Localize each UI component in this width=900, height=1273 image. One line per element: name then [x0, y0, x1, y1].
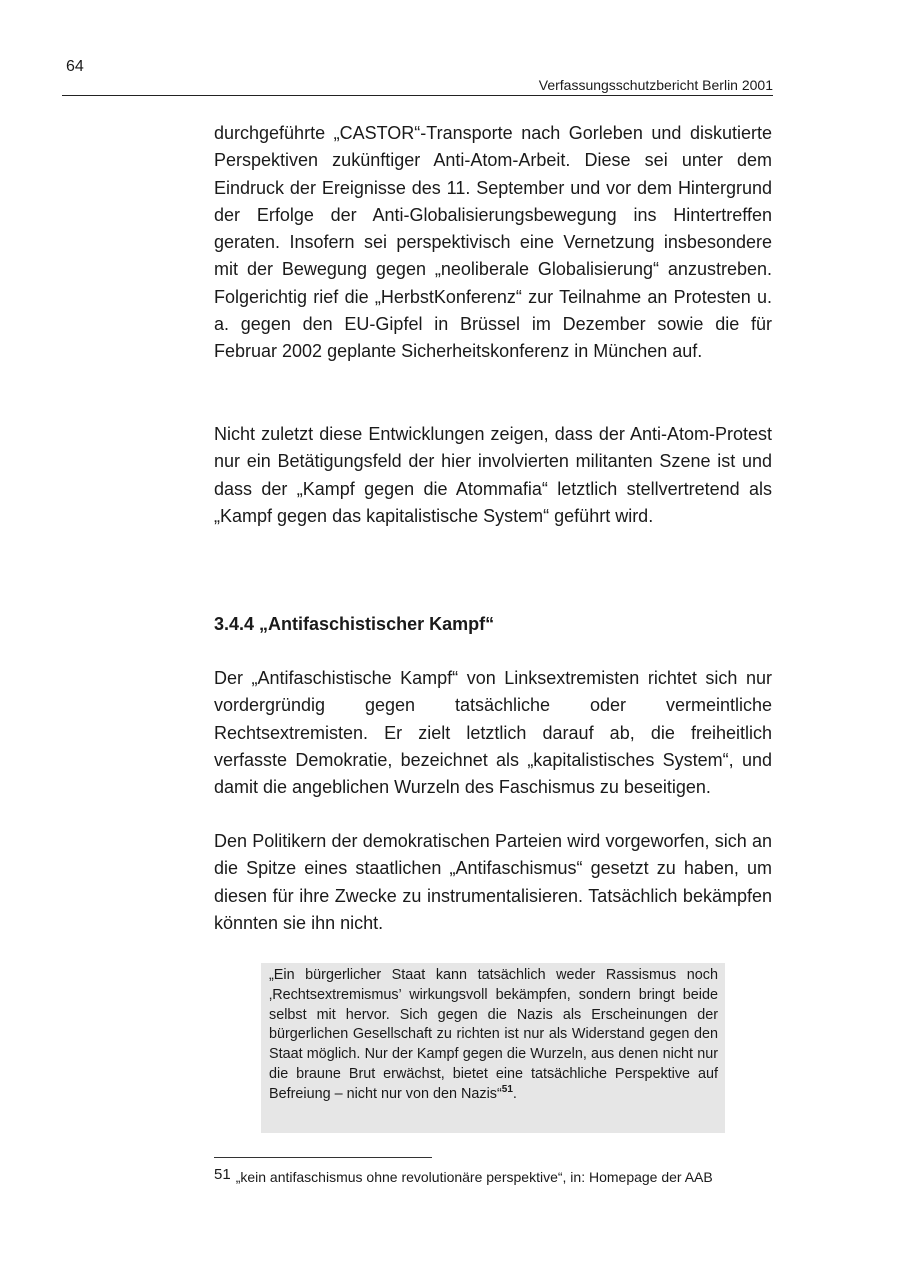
- footnote-rule: [214, 1157, 432, 1158]
- running-header: Verfassungsschutzbericht Berlin 2001: [538, 77, 773, 93]
- body-paragraph: durchgeführte „CASTOR“-Transporte nach Gorleben und diskutierte Perspektiven zukünftiger Anti-Atom-Arbeit. Diese sei unter dem Eindruck der Ereignisse des 11. September und vor dem Hintergrund der Erfolge der Anti-Globalisierungsbewegung ins Hintertreffen geraten. Insofern sei perspektivisch eine Vernetzung insbesondere mit der Bewegung gegen „neoliberale Globalisierung“ anzustreben. Folgerichtig rief die „HerbstKonferenz“ zur Teilnahme an Protesten u. a. gegen den EU-Gipfel in Brüssel im Dezember sowie die für Februar 2002 geplante Sicherheitskonferenz in München auf.: [214, 123, 772, 362]
- footnote-number: 51: [214, 1166, 231, 1183]
- footnote: [214, 1165, 774, 1187]
- body-paragraph: Den Politikern der demokratischen Parteien wird vorgeworfen, sich an die Spitze eines staatlichen „Antifaschismus“ gesetzt zu haben, um diesen für ihre Zwecke zu instrumentalisieren. Tatsächlich bekämpfen könnten sie ihn nicht.: [214, 831, 772, 933]
- footnote-reference[interactable]: 51: [501, 1083, 513, 1095]
- page-number: 64: [66, 58, 84, 75]
- header-rule: [62, 95, 773, 96]
- quote-box: [261, 963, 725, 1133]
- section-heading: 3.4.4 „Antifaschistischer Kampf“: [214, 614, 495, 634]
- quote-end-punctuation: .: [512, 1085, 517, 1102]
- body-paragraph: Nicht zuletzt diese Entwicklungen zeigen, dass der Anti-Atom-Protest nur ein Betätigungsfeld der hier involvierten militanten Szene ist und dass der „Kampf gegen die Atommafia“ letztlich stellvertretend als „Kampf gegen das kapitalistische System“ geführt wird.: [214, 424, 772, 526]
- body-paragraph: Der „Antifaschistische Kampf“ von Linksextremisten richtet sich nur vordergründig gegen tatsächliche oder vermeintliche Rechtsextremisten. Er zielt letztlich darauf ab, die freiheitlich verfasste Demokratie, bezeichnet als „kapitalistisches System“, und damit die angeblichen Wurzeln des Faschismus zu beseitigen.: [214, 668, 772, 798]
- footnote-text: „kein antifaschismus ohne revolutionäre perspektive“, in: Homepage der AAB: [235, 1169, 713, 1185]
- quote-body: „Ein bürgerlicher Staat kann tatsächlich weder Rassismus noch ‚Rechtsextremismus’ wirkungsvoll bekämpfen, sondern bringt beide selbst mit hervor. Sich gegen die Nazis als Erscheinungen der bürgerlichen Gesellschaft zu richten ist nur als Widerstand gegen den Staat möglich. Nur der Kampf gegen die Wurzeln, aus denen nicht nur die braune Brut erwächst, bietet eine tatsächliche Perspektive auf Befreiung – nicht nur von den Nazis“: [269, 967, 718, 1102]
- quote-text: [269, 966, 718, 1105]
